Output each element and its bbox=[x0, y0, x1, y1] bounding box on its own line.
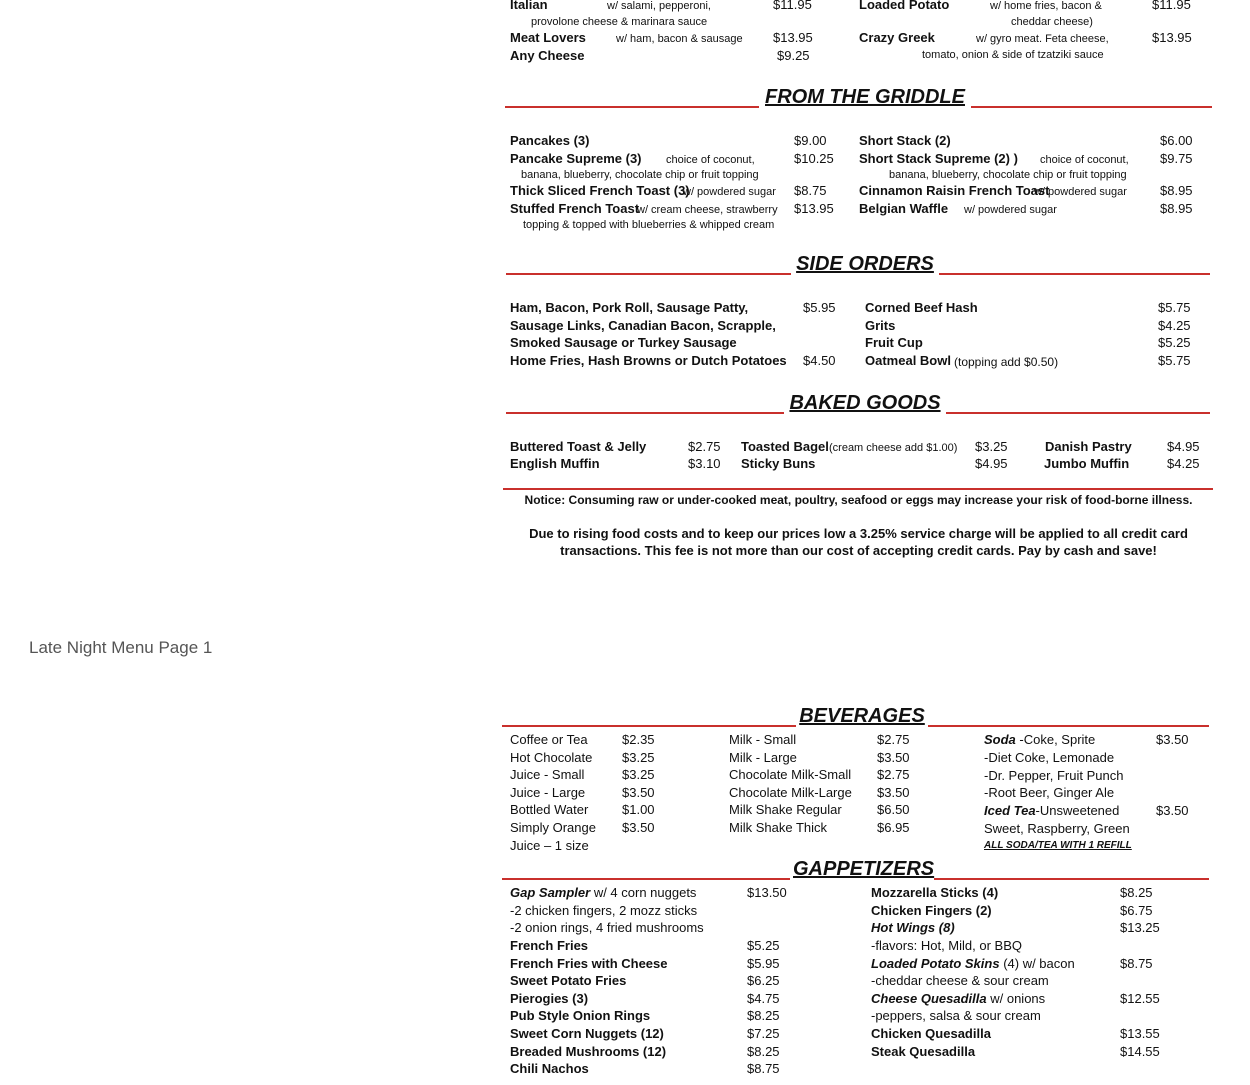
item-desc: w/ salami, pepperoni, bbox=[607, 0, 711, 12]
item-name: French Fries bbox=[510, 938, 589, 953]
item-name: Thick Sliced French Toast (3) bbox=[510, 183, 690, 198]
item-name: Breaded Mushrooms (12) bbox=[510, 1043, 667, 1059]
item-name: Toasted Bagel bbox=[741, 439, 829, 454]
service-charge-line-1: Due to rising food costs and to keep our prices low a 3.25% service charge will be applied to all credit card bbox=[529, 526, 1188, 541]
item-price: $8.25 bbox=[747, 1008, 780, 1024]
item-price: $8.25 bbox=[1120, 885, 1153, 900]
item-price: $10.25 bbox=[794, 151, 834, 166]
item-price: $8.95 bbox=[1160, 201, 1193, 216]
item-name: French Fries with Cheese bbox=[510, 955, 668, 971]
beverage-name: Juice - Small bbox=[510, 767, 585, 783]
item-price: $5.25 bbox=[1158, 335, 1191, 350]
item-desc: -flavors: Hot, Mild, or BBQ bbox=[871, 938, 1022, 953]
item-price: $5.95 bbox=[747, 955, 780, 971]
item-price: $9.25 bbox=[777, 48, 810, 63]
item-desc: -peppers, salsa & sour cream bbox=[871, 1008, 1041, 1023]
beverage-name: Milk - Small bbox=[729, 732, 797, 747]
item-price: $7.25 bbox=[747, 1026, 780, 1041]
item-desc: -2 onion rings, 4 fried mushrooms bbox=[510, 920, 704, 935]
item-desc: w/ ham, bacon & sausage bbox=[616, 33, 743, 45]
item-price: $4.95 bbox=[1167, 439, 1200, 454]
item-name: Belgian Waffle bbox=[859, 201, 949, 216]
item-desc: cheddar cheese) bbox=[1011, 16, 1093, 28]
item-desc: w/ powdered sugar bbox=[683, 186, 776, 198]
item-name: Steak Quesadilla bbox=[871, 1044, 976, 1059]
item-price: $13.25 bbox=[1120, 920, 1160, 935]
section-heading: SIDE ORDERS bbox=[791, 253, 939, 276]
soda-line: -Diet Coke, Lemonade bbox=[984, 750, 1115, 765]
item-name: Home Fries, Hash Browns or Dutch Potatoes bbox=[510, 353, 787, 368]
beverage-name: Simply Orange bbox=[510, 820, 596, 835]
soda-line: -Dr. Pepper, Fruit Punch bbox=[984, 768, 1124, 783]
beverage-price: $1.00 bbox=[622, 802, 655, 818]
item-price: $6.25 bbox=[747, 973, 780, 989]
item-price: $5.95 bbox=[803, 300, 836, 315]
item-desc: (topping add $0.50) bbox=[954, 355, 1059, 369]
item-name: Any Cheese bbox=[510, 48, 585, 63]
item-name: Cinnamon Raisin French Toast bbox=[859, 183, 1050, 198]
item-name: Gap Sampler bbox=[510, 885, 591, 900]
beverage-price: $6.95 bbox=[877, 820, 910, 835]
refill-note: ALL SODA/TEA WITH 1 REFILL bbox=[984, 840, 1132, 851]
item-name: Short Stack (2) bbox=[859, 133, 951, 148]
item-price: $13.55 bbox=[1120, 1026, 1160, 1041]
beverage-name: Chocolate Milk-Small bbox=[729, 767, 852, 783]
item-desc: -cheddar cheese & sour cream bbox=[871, 973, 1049, 988]
item-price: $2.75 bbox=[688, 439, 721, 454]
item-name: Chili Nachos bbox=[510, 1061, 589, 1077]
soda-label: Soda bbox=[984, 732, 1016, 747]
item-name: Crazy Greek bbox=[859, 30, 935, 45]
tea-label: Iced Tea bbox=[984, 803, 1036, 818]
item-desc: w/ powdered sugar bbox=[964, 204, 1057, 216]
item-desc: (cream cheese add $1.00) bbox=[829, 442, 958, 454]
cheese-quesadilla bbox=[871, 991, 1045, 1007]
section-heading: BAKED GOODS bbox=[784, 392, 946, 415]
potato-skins bbox=[871, 956, 1075, 972]
item-name: Sticky Buns bbox=[741, 456, 816, 471]
tea-line bbox=[984, 803, 1119, 819]
item-price: $4.75 bbox=[747, 990, 780, 1006]
item-price: $5.75 bbox=[1158, 300, 1191, 315]
item-price: $8.75 bbox=[747, 1061, 780, 1077]
item-desc: choice of coconut, bbox=[1040, 154, 1129, 166]
item-name: Ham, Bacon, Pork Roll, Sausage Patty, bbox=[510, 300, 749, 315]
item-desc: topping & topped with blueberries & whipped cream bbox=[523, 219, 775, 231]
item-price: $11.95 bbox=[1152, 0, 1191, 12]
beverage-name: Bottled Water bbox=[510, 802, 589, 818]
item-desc: w/ cream cheese, strawberry bbox=[637, 204, 778, 216]
item-desc: -2 chicken fingers, 2 mozz sticks bbox=[510, 903, 698, 918]
tea-line: Sweet, Raspberry, Green bbox=[984, 821, 1130, 836]
beverage-name: Juice - Large bbox=[510, 784, 586, 800]
food-notice: Notice: Consuming raw or under-cooked meat, poultry, seafood or eggs may increase your risk of food-borne illness. bbox=[524, 493, 1193, 507]
item-price: $5.75 bbox=[1158, 353, 1191, 368]
item-name: Oatmeal Bowl bbox=[865, 353, 951, 368]
beverage-name: Coffee or Tea bbox=[510, 732, 588, 747]
item-desc: w/ onions bbox=[986, 991, 1046, 1006]
item-price: $6.75 bbox=[1120, 903, 1153, 918]
beverage-price: $6.50 bbox=[877, 802, 910, 818]
item-price: $6.00 bbox=[1160, 133, 1193, 148]
section-heading: GAPPETIZERS bbox=[790, 858, 934, 881]
beverage-name: Juice – 1 size bbox=[510, 837, 589, 853]
section-heading: BEVERAGES bbox=[796, 705, 928, 728]
item-name: Jumbo Muffin bbox=[1044, 456, 1130, 471]
beverage-price: $2.75 bbox=[877, 767, 910, 783]
beverage-price: $2.75 bbox=[877, 732, 910, 747]
beverage-price: $3.50 bbox=[877, 749, 910, 765]
item-price: $3.25 bbox=[975, 439, 1008, 454]
item-name: Pancake Supreme (3) bbox=[510, 151, 642, 166]
item-name: Chicken Quesadilla bbox=[871, 1026, 991, 1041]
page-caption: Late Night Menu Page 1 bbox=[29, 638, 213, 657]
beverage-price: $3.25 bbox=[622, 749, 655, 765]
item-desc: provolone cheese & marinara sauce bbox=[531, 16, 708, 28]
item-price: $4.50 bbox=[803, 353, 836, 368]
item-price: $14.55 bbox=[1120, 1044, 1160, 1059]
soda-desc: -Coke, Sprite bbox=[1015, 732, 1096, 747]
item-desc: (4) w/ bacon bbox=[999, 956, 1075, 971]
item-price: $12.55 bbox=[1120, 991, 1160, 1006]
item-price: $13.95 bbox=[773, 30, 813, 45]
beverage-price: $3.50 bbox=[622, 784, 655, 800]
item-desc: w/ powdered sugar bbox=[1034, 186, 1127, 198]
item-price: $13.95 bbox=[1152, 30, 1192, 45]
beverage-name: Chocolate Milk-Large bbox=[729, 784, 852, 800]
item-name: Smoked Sausage or Turkey Sausage bbox=[510, 335, 737, 350]
beverage-price: $3.50 bbox=[877, 784, 910, 800]
item-name: Hot Wings (8) bbox=[871, 920, 955, 935]
item-price: $8.25 bbox=[747, 1043, 780, 1059]
item-price: $9.00 bbox=[794, 133, 827, 148]
gap-sampler bbox=[510, 885, 696, 901]
item-name: Chicken Fingers (2) bbox=[871, 903, 992, 918]
item-desc: w/ home fries, bacon & bbox=[990, 0, 1102, 12]
item-price: $3.10 bbox=[688, 456, 721, 471]
item-name: Pub Style Onion Rings bbox=[510, 1008, 651, 1024]
item-name: Short Stack Supreme (2) ) bbox=[859, 151, 1018, 166]
item-name: Stuffed French Toast bbox=[510, 201, 640, 216]
item-desc: banana, blueberry, chocolate chip or fruit topping bbox=[521, 169, 759, 181]
item-name: Buttered Toast & Jelly bbox=[510, 439, 647, 454]
item-desc: banana, blueberry, chocolate chip or fruit topping bbox=[889, 169, 1127, 181]
item-price: $4.95 bbox=[975, 456, 1008, 471]
soda-line: -Root Beer, Ginger Ale bbox=[984, 785, 1115, 800]
item-price: $8.75 bbox=[794, 183, 827, 198]
item-name: Corned Beef Hash bbox=[865, 300, 978, 315]
soda-line bbox=[984, 732, 1095, 748]
item-name: Mozzarella Sticks (4) bbox=[871, 885, 999, 900]
item-name: Danish Pastry bbox=[1045, 439, 1132, 454]
item-price: $9.75 bbox=[1160, 151, 1193, 166]
item-name: Pancakes (3) bbox=[510, 133, 590, 148]
beverage-price: $3.50 bbox=[622, 820, 655, 835]
service-charge-line-2: transactions. This fee is not more than our cost of accepting credit cards. Pay by cash and save! bbox=[560, 543, 1157, 558]
item-price: $13.95 bbox=[794, 201, 834, 216]
item-name: Cheese Quesadilla bbox=[871, 991, 987, 1006]
item-name: Grits bbox=[865, 318, 896, 333]
item-name: Sweet Potato Fries bbox=[510, 973, 627, 989]
beverage-name: Milk - Large bbox=[729, 749, 797, 765]
item-name: Loaded Potato Skins bbox=[871, 956, 1000, 971]
item-price: $5.25 bbox=[747, 938, 780, 953]
item-price: $13.50 bbox=[747, 885, 787, 900]
item-name: Fruit Cup bbox=[865, 335, 923, 350]
item-price: $8.95 bbox=[1160, 183, 1193, 198]
item-name: English Muffin bbox=[510, 456, 600, 471]
item-name: Sausage Links, Canadian Bacon, Scrapple, bbox=[510, 318, 776, 333]
beverage-name: Milk Shake Regular bbox=[729, 802, 842, 818]
notice-rule bbox=[503, 488, 1213, 490]
item-name: Italian bbox=[510, 0, 548, 12]
beverage-price: $3.25 bbox=[622, 767, 655, 783]
item-price: $4.25 bbox=[1167, 456, 1200, 471]
item-desc: w/ gyro meat. Feta cheese, bbox=[976, 33, 1109, 45]
item-desc: w/ 4 corn nuggets bbox=[590, 885, 697, 900]
beverage-name: Milk Shake Thick bbox=[729, 820, 828, 835]
item-price: $3.50 bbox=[1156, 803, 1189, 818]
item-name: Meat Lovers bbox=[510, 30, 586, 45]
item-desc: tomato, onion & side of tzatziki sauce bbox=[922, 49, 1104, 61]
beverage-price: $2.35 bbox=[622, 732, 655, 747]
item-desc: choice of coconut, bbox=[666, 154, 755, 166]
beverage-name: Hot Chocolate bbox=[510, 749, 593, 765]
item-price: $3.50 bbox=[1156, 732, 1189, 747]
item-name: Loaded Potato bbox=[859, 0, 950, 12]
item-price: $8.75 bbox=[1120, 956, 1153, 971]
item-price: $11.95 bbox=[773, 0, 812, 12]
item-name: Pierogies (3) bbox=[510, 990, 589, 1006]
item-name: Sweet Corn Nuggets (12) bbox=[510, 1026, 664, 1041]
tea-desc: -Unsweetened bbox=[1035, 803, 1120, 818]
item-price: $4.25 bbox=[1158, 318, 1191, 333]
section-heading: FROM THE GRIDDLE bbox=[759, 86, 971, 109]
